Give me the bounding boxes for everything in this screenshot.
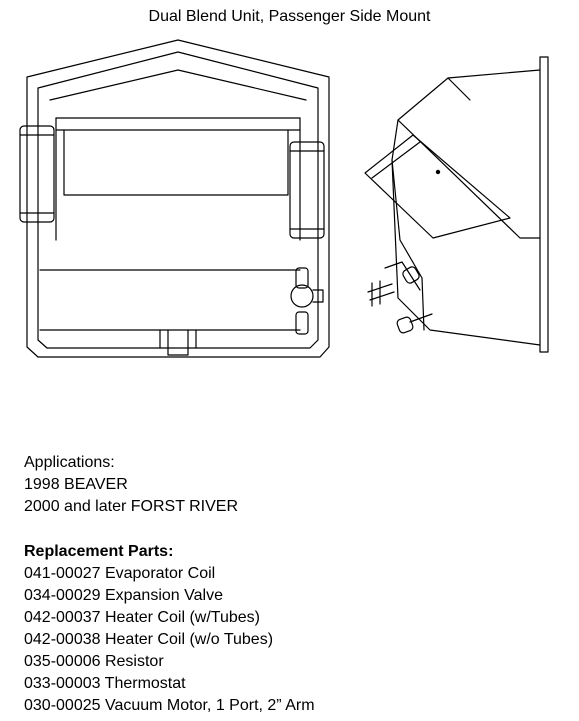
applications-heading: Applications: xyxy=(24,454,115,471)
parts-heading: Replacement Parts: xyxy=(24,543,174,560)
part-item: 042-00038 Heater Coil (w/o Tubes) xyxy=(24,631,274,648)
part-item: 042-00037 Heater Coil (w/Tubes) xyxy=(24,609,260,626)
part-item: 034-00029 Expansion Valve xyxy=(24,587,223,604)
front-view xyxy=(20,40,329,357)
applications-section xyxy=(24,452,238,518)
part-item: 033-00003 Thermostat xyxy=(24,675,186,692)
page-title: Dual Blend Unit, Passenger Side Mount xyxy=(148,8,431,25)
part-item: 035-00006 Resistor xyxy=(24,653,164,670)
part-item: 041-00027 Evaporator Coil xyxy=(24,565,216,582)
side-view xyxy=(365,57,548,352)
application-item: 1998 BEAVER xyxy=(24,476,128,493)
application-item: 2000 and later FORST RIVER xyxy=(24,498,239,515)
replacement-parts-section xyxy=(24,541,315,717)
part-item: 030-00025 Vacuum Motor, 1 Port, 2” Arm xyxy=(24,697,315,714)
